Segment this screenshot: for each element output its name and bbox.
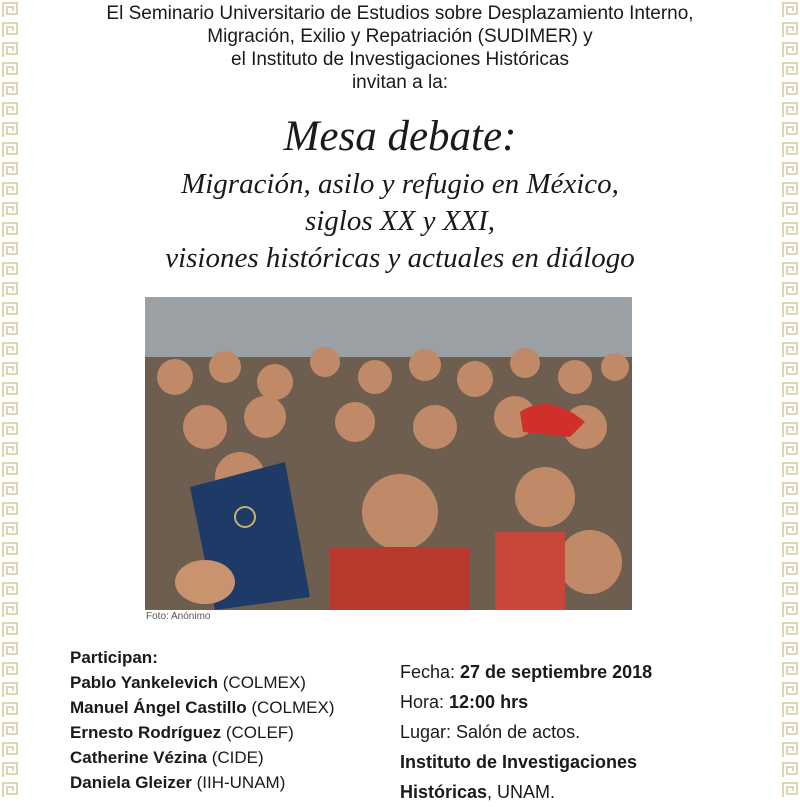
institute-line <box>400 747 652 777</box>
date-label: Fecha: <box>400 662 461 682</box>
greek-key-border-left <box>0 0 20 800</box>
participant-institution: (COLEF) <box>221 723 294 742</box>
time-value: 12:00 hrs <box>449 692 529 712</box>
participant-item <box>70 670 334 695</box>
photo-credit: Foto: Anónimo <box>146 611 211 622</box>
venue-line: Lugar: Salón de actos. <box>400 722 581 742</box>
participant-name: Catherine Vézina <box>70 748 207 767</box>
participant-name: Manuel Ángel Castillo <box>70 698 247 717</box>
event-details <box>400 657 652 807</box>
time-label: Hora: <box>400 692 450 712</box>
participant-name: Daniela Gleizer <box>70 773 192 792</box>
time-line <box>400 687 652 717</box>
subtitle-line: visiones históricas y actuales en diálogo <box>165 242 635 274</box>
date-line <box>400 657 652 687</box>
header-line: el Instituto de Investigaciones Históricas <box>231 49 569 70</box>
event-title: Mesa debate: <box>283 113 517 160</box>
subtitle-line: Migración, asilo y refugio en México, <box>181 168 619 200</box>
participant-institution: (IIH-UNAM) <box>191 773 286 792</box>
participant-item <box>70 770 334 795</box>
participant-item <box>70 695 334 720</box>
header-line: invitan a la: <box>351 72 449 93</box>
institute-name-2: Históricas <box>400 782 488 802</box>
subtitle-line: siglos XX y XXI, <box>304 205 496 237</box>
event-subtitle <box>40 166 760 277</box>
participant-institution: (CIDE) <box>207 748 264 767</box>
greek-key-border-right <box>780 0 800 800</box>
participants-section <box>70 645 334 795</box>
participant-item <box>70 745 334 770</box>
unam-text: , UNAM. <box>487 782 556 802</box>
crowd-photo <box>145 297 632 610</box>
participant-name: Ernesto Rodríguez <box>70 723 222 742</box>
participant-institution: (COLMEX) <box>246 698 335 717</box>
participant-name: Pablo Yankelevich <box>70 673 219 692</box>
invitation-header <box>40 2 760 94</box>
participants-heading: Participan: <box>70 648 158 667</box>
institute-line-2 <box>400 777 652 807</box>
participant-item <box>70 720 334 745</box>
participant-institution: (COLMEX) <box>218 673 306 692</box>
header-line: Migración, Exilio y Repatriación (SUDIMER) y <box>207 26 593 47</box>
date-value: 27 de septiembre 2018 <box>460 662 653 682</box>
header-line: El Seminario Universitario de Estudios sobre Desplazamiento Interno, <box>106 3 694 24</box>
institute-name: Instituto de Investigaciones <box>400 752 638 772</box>
